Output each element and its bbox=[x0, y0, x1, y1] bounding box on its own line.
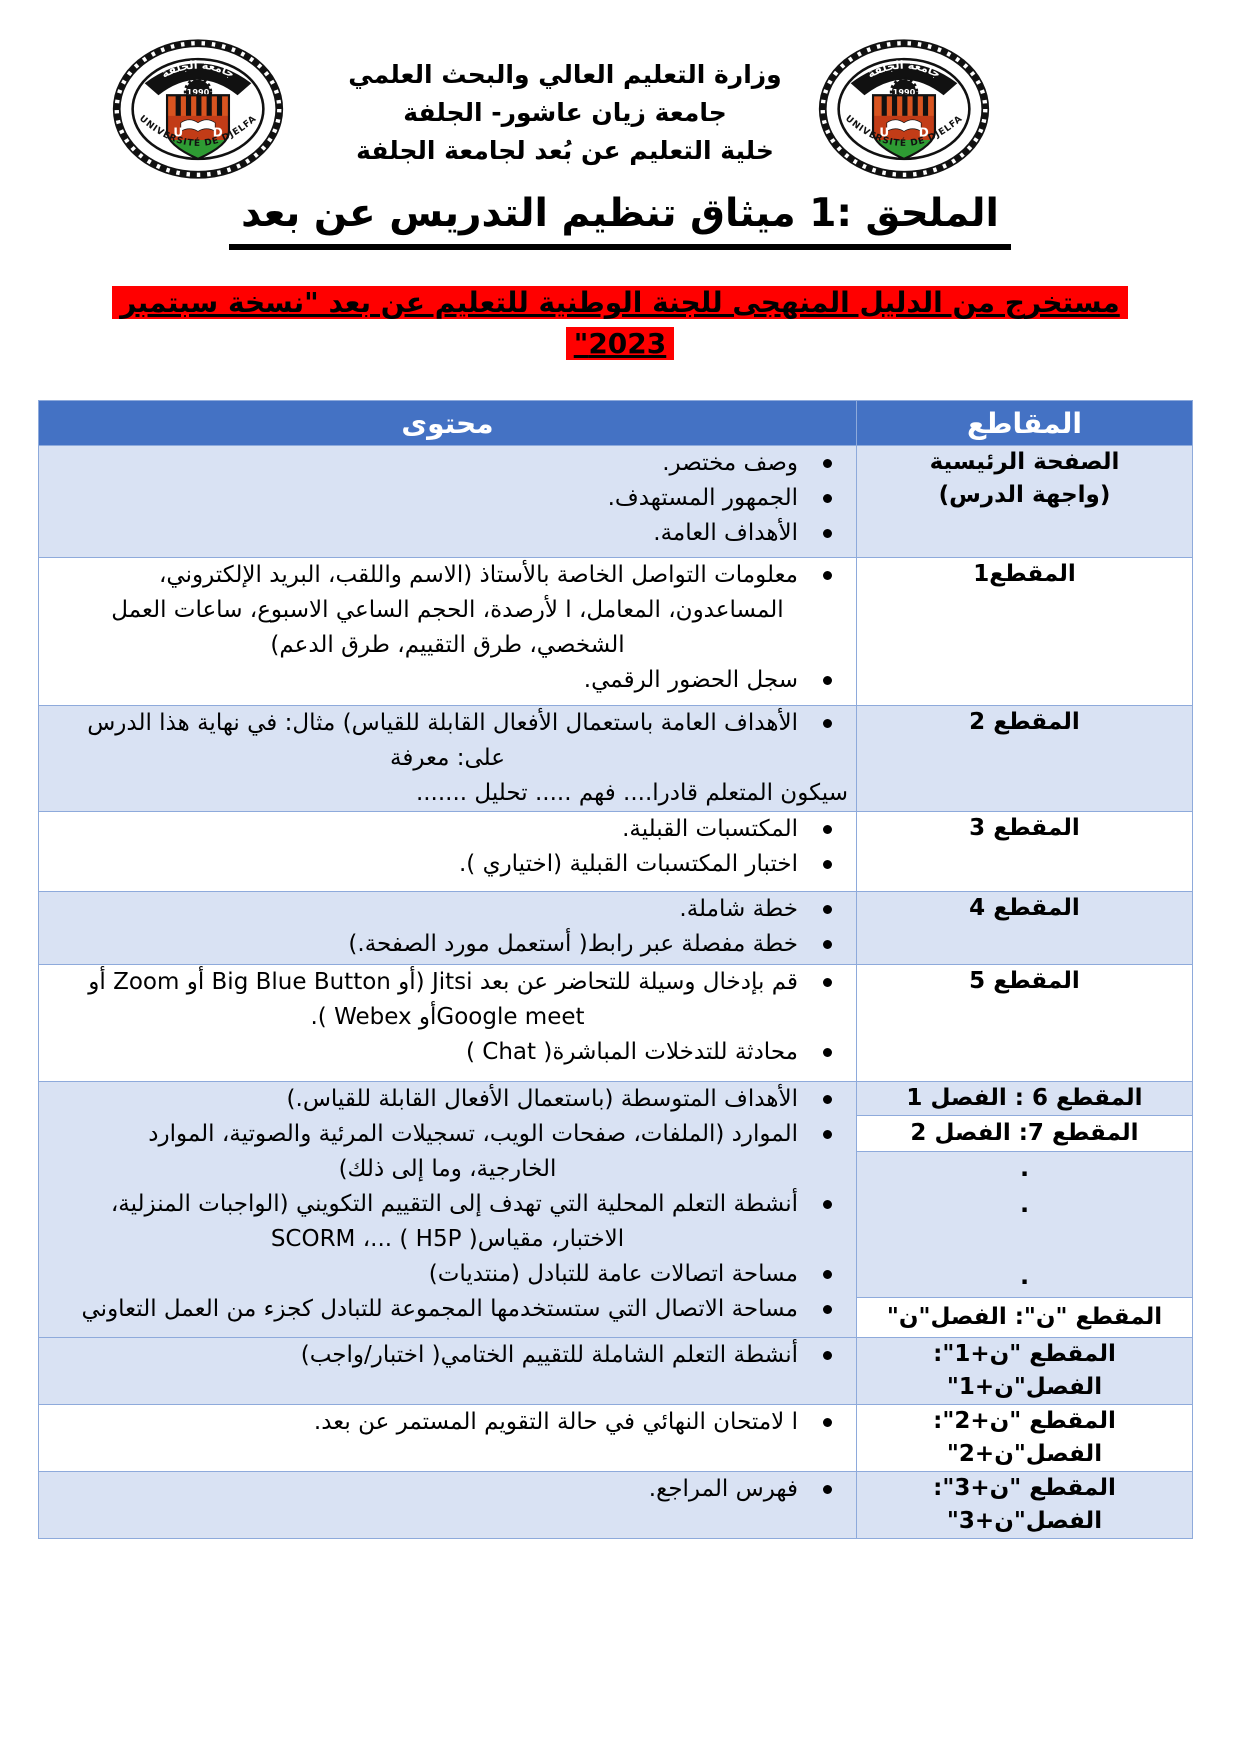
table-row bbox=[39, 706, 1193, 812]
ellipsis-dot: . bbox=[1019, 1262, 1030, 1290]
bullet-icon bbox=[823, 1095, 832, 1104]
section-cell bbox=[857, 446, 1193, 558]
section-label: المقطع "ن+1": الفصل"ن+1" bbox=[933, 1341, 1116, 1400]
bullet-line: مساحة اتصالات عامة للتبادل (منتديات) bbox=[39, 1257, 856, 1292]
bullet-icon bbox=[823, 494, 832, 503]
bullet-line: قم بإدخال وسيلة للتحاضر عن بعد Jitsi (أو Big Blue Button أو Zoom أو bbox=[39, 965, 856, 1000]
section-cell bbox=[857, 1298, 1193, 1338]
elearning-cell-line: خلية التعليم عن بُعد لجامعة الجلفة bbox=[356, 136, 774, 165]
section-cell bbox=[857, 1082, 1193, 1116]
content-cell bbox=[39, 558, 857, 706]
table-row bbox=[39, 558, 1193, 706]
table-row bbox=[39, 965, 1193, 1082]
text-line: الاختبار، مقياسSCORM ،... ( H5P ) bbox=[270, 1226, 625, 1252]
table-row bbox=[39, 1405, 1193, 1472]
bullet-icon bbox=[823, 1485, 832, 1494]
bullet-line: الموارد (الملفات، صفحات الويب، تسجيلات المرئية والصوتية، الموارد bbox=[39, 1117, 856, 1152]
section-cell bbox=[857, 1338, 1193, 1405]
bullet-icon bbox=[823, 529, 832, 538]
bullet-line: الجمهور المستهدف. bbox=[39, 481, 856, 516]
bullet-line: معلومات التواصل الخاصة بالأستاذ (الاسم واللقب، البريد الإلكتروني، bbox=[39, 558, 856, 593]
bullet-icon bbox=[823, 1418, 832, 1427]
bullet-icon bbox=[823, 719, 832, 728]
col-header-sections: المقاطع bbox=[857, 401, 1193, 446]
section-label: المقطع 6 : الفصل 1 bbox=[906, 1085, 1143, 1111]
bullet-line: خطة مفصلة عبر رابط( أستعمل مورد الصفحة.) bbox=[39, 927, 856, 962]
section-cell bbox=[857, 706, 1193, 812]
bullet-icon bbox=[823, 676, 832, 685]
subtitle bbox=[0, 284, 1240, 363]
section-label: المقطع 2 bbox=[969, 709, 1080, 735]
section-cell bbox=[857, 1405, 1193, 1472]
section-label: المقطع "ن": الفصل"ن" bbox=[886, 1304, 1163, 1330]
section-cell bbox=[857, 1116, 1193, 1152]
bullet-line: الأهداف المتوسطة (باستعمال الأفعال القابلة للقياس.) bbox=[39, 1082, 856, 1117]
content-cell bbox=[39, 965, 857, 1082]
letterhead bbox=[320, 56, 810, 170]
text-line: الخارجية، وما إلى ذلك) bbox=[338, 1156, 557, 1182]
bullet-icon bbox=[823, 978, 832, 987]
table-row bbox=[39, 812, 1193, 892]
section-cell bbox=[857, 892, 1193, 965]
bullet-icon bbox=[823, 825, 832, 834]
bullet-icon bbox=[823, 860, 832, 869]
ellipsis-dot: . bbox=[1019, 1154, 1030, 1182]
university-line: جامعة زيان عاشور- الجلفة bbox=[403, 98, 727, 127]
bullet-icon bbox=[823, 1200, 832, 1209]
section-label: المقطع 4 bbox=[969, 895, 1080, 921]
content-cell bbox=[39, 1405, 857, 1472]
section-label: (واجهة الدرس) bbox=[938, 482, 1111, 508]
bullet-line: فهرس المراجع. bbox=[39, 1472, 856, 1507]
bullet-icon bbox=[823, 940, 832, 949]
content-cell bbox=[39, 1338, 857, 1405]
section-cell bbox=[857, 558, 1193, 706]
section-label: المقطع 3 bbox=[969, 815, 1080, 841]
text-line: الشخصي، طرق التقييم، طرق الدعم) bbox=[270, 632, 625, 658]
bullet-line: الأهداف العامة باستعمال الأفعال القابلة للقياس) مثال: في نهاية هذا الدرس bbox=[39, 706, 856, 741]
section-cell bbox=[857, 812, 1193, 892]
bullet-line: الأهداف العامة. bbox=[39, 516, 856, 551]
bullet-icon bbox=[823, 459, 832, 468]
title-wrap bbox=[0, 190, 1240, 250]
section-cell bbox=[857, 1472, 1193, 1539]
text-line: على: معرفة bbox=[390, 745, 505, 771]
bullet-line: خطة شاملة. bbox=[39, 892, 856, 927]
bullet-icon bbox=[823, 1305, 832, 1314]
ministry-line: وزارة التعليم العالي والبحث العلمي bbox=[348, 60, 782, 89]
table-row bbox=[39, 1082, 1193, 1116]
bullet-line: سجل الحضور الرقمي. bbox=[39, 663, 856, 698]
section-label: الصفحة الرئيسية bbox=[929, 449, 1120, 475]
bullet-line: المكتسبات القبلية. bbox=[39, 812, 856, 847]
section-label: المقطع 5 bbox=[969, 968, 1080, 994]
content-cell bbox=[39, 706, 857, 812]
section-dots-cell bbox=[857, 1152, 1193, 1298]
bullet-icon bbox=[823, 1130, 832, 1139]
bullet-line: محادثة للتدخلات المباشرة( Chat ) bbox=[39, 1035, 856, 1070]
bullet-icon bbox=[823, 1351, 832, 1360]
bullet-line: أنشطة التعلم المحلية التي تهدف إلى التقييم التكويني (الواجبات المنزلية، bbox=[39, 1187, 856, 1222]
text-line: المساعدون، المعامل، ا لأرصدة، الحجم الساعي الاسبوع، ساعات العمل bbox=[111, 597, 784, 623]
section-label: المقطع 7: الفصل 2 bbox=[910, 1120, 1139, 1146]
bullet-line: ا لامتحان النهائي في حالة التقويم المستمر عن بعد. bbox=[39, 1405, 856, 1440]
bullet-icon bbox=[823, 905, 832, 914]
section-label: المقطع "ن+3": الفصل"ن+3" bbox=[933, 1475, 1116, 1534]
section-label: المقطع "ن+2": الفصل"ن+2" bbox=[933, 1408, 1116, 1467]
bullet-line: أنشطة التعلم الشاملة للتقييم الختامي( اختبار/واجب) bbox=[39, 1338, 856, 1373]
bullet-icon bbox=[823, 571, 832, 580]
page-title: الملحق :1 ميثاق تنظيم التدريس عن بعد bbox=[229, 190, 1011, 250]
sections-table bbox=[38, 400, 1193, 1539]
ellipsis-dot: . bbox=[1019, 1190, 1030, 1218]
content-cell bbox=[39, 1472, 857, 1539]
bullet-icon bbox=[823, 1270, 832, 1279]
bullet-icon bbox=[823, 1048, 832, 1057]
text-line: Google meetأو Webex ). bbox=[310, 1004, 585, 1030]
bullet-line: مساحة الاتصال التي ستستخدمها المجموعة للتبادل كجزء من العمل التعاوني bbox=[39, 1292, 856, 1327]
university-logo-left-icon bbox=[112, 38, 284, 180]
subtitle-line2: 2023" bbox=[566, 327, 675, 360]
col-header-content: محتوى bbox=[39, 401, 857, 446]
table-row bbox=[39, 1338, 1193, 1405]
bullet-line: وصف مختصر. bbox=[39, 446, 856, 481]
bullet-line: اختبار المكتسبات القبلية (اختياري ). bbox=[39, 847, 856, 882]
university-logo-right-icon bbox=[818, 38, 990, 180]
text-line: سيكون المتعلم قادرا.... فهم ..... تحليل ....... bbox=[415, 780, 848, 806]
subtitle-line1: مستخرج من الدليل المنهجى للجنة الوطنية للتعليم عن بعد "نسخة سبتمبر bbox=[112, 286, 1128, 319]
content-cell bbox=[39, 1082, 857, 1338]
content-cell bbox=[39, 446, 857, 558]
table-row bbox=[39, 446, 1193, 558]
table-row bbox=[39, 892, 1193, 965]
content-cell bbox=[39, 892, 857, 965]
table-row bbox=[39, 1472, 1193, 1539]
table-header-row bbox=[39, 401, 1193, 446]
content-cell bbox=[39, 812, 857, 892]
section-cell bbox=[857, 965, 1193, 1082]
section-label: المقطع1 bbox=[973, 561, 1076, 587]
